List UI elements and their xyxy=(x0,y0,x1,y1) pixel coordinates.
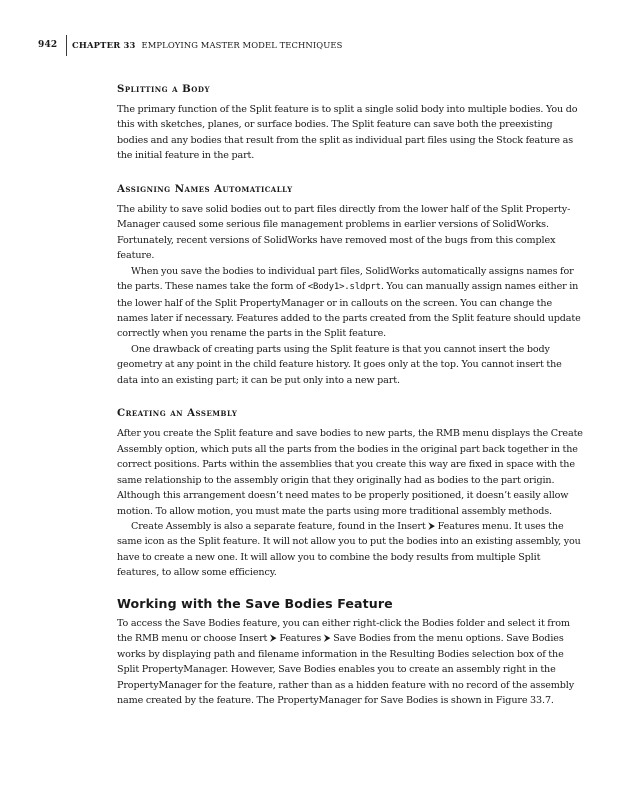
paragraph: The primary function of the Split feature is to split a single solid body into multiple bodies. You do this with sketches, planes, or surface bodies. The Split feature can save both the preexisting bodies and any bodies that result from the split as individual part files using the Stock feature as the initial feature in the part. xyxy=(117,104,578,162)
paragraph: The ability to save solid bodies out to part files directly from the lower half of the Split Property-Manager caused some serious file management problems in earlier versions of SolidWorks. Fortunately, recent versions of SolidWorks have removed most of the bugs from this complex feature. xyxy=(117,203,571,262)
paragraph: One drawback of creating parts using the Split feature is that you cannot insert the body geometry at any point in the child feature history. It goes only at the top. You cannot insert the data into an existing part; it can be put only into a new part. xyxy=(117,343,562,386)
page-body xyxy=(117,81,583,709)
paragraph xyxy=(117,264,583,342)
running-header xyxy=(38,37,57,53)
paragraph: Create Assembly is also a separate feature, found in the Insert ⮞ Features menu. It uses the same icon as the Split feature. It will not allow you to put the bodies into an existing assembly, you have to create a new one. It will allow you to combine the body results from multiple Split features, to allow some efficiency. xyxy=(117,520,581,579)
section-heading-splitting: Splitting a Body xyxy=(117,83,210,95)
section-heading-creating: Creating an Assembly xyxy=(117,407,238,420)
page-number: 942 xyxy=(38,40,58,50)
major-heading-save-bodies: Working with the Save Bodies Feature xyxy=(117,595,393,611)
chapter-label: CHAPTER 33 xyxy=(72,40,136,50)
paragraph: To access the Save Bodies feature, you can either right-click the Bodies folder and select it from the RMB menu or choose Insert ⮞ Features ⮞ Save Bodies from the menu options. Save Bodies works by displaying path and filename information in the Resulting Bodies selection box of the Split PropertyManager. However, Save Bodies enables you to create an assembly right in the PropertyManager for the feature, rather than as a hidden feature with no record of the assembly name created by the feature. The PropertyManager for Save Bodies is shown in Figure 33.7. xyxy=(117,617,575,707)
inline-code: <Body1>.sldprt xyxy=(307,282,381,293)
paragraph-text: When you save the bodies to individual part files, SolidWorks automatically assigns names for the parts. These names take the form of xyxy=(117,265,574,293)
paragraph-text: . You can manually assign names either in the lower half of the Split PropertyManager or in callouts on the screen. You can change the names later if necessary. Features added to the parts created from the Split feature should update correctly when you rename the parts in the Split feature. xyxy=(117,281,581,340)
chapter-running-title xyxy=(72,37,342,53)
paragraph: After you create the Split feature and save bodies to new parts, the RMB menu displays the Create Assembly option, which puts all the parts from the bodies in the original part back together in the correct positions. Parts within the assemblies that you create this way are fixed in space with the same relationship to the assembly origin that they originally had as bodies to the part origin. Although this arrangement doesn’t need mates to be properly positioned, it doesn’t easily allow motion. To allow motion, you must mate the parts using more traditional assembly methods. xyxy=(117,428,583,517)
header-divider xyxy=(66,35,67,56)
chapter-title: EMPLOYING MASTER MODEL TECHNIQUES xyxy=(141,40,343,50)
section-heading-assigning: Assigning Names Automatically xyxy=(117,182,293,195)
